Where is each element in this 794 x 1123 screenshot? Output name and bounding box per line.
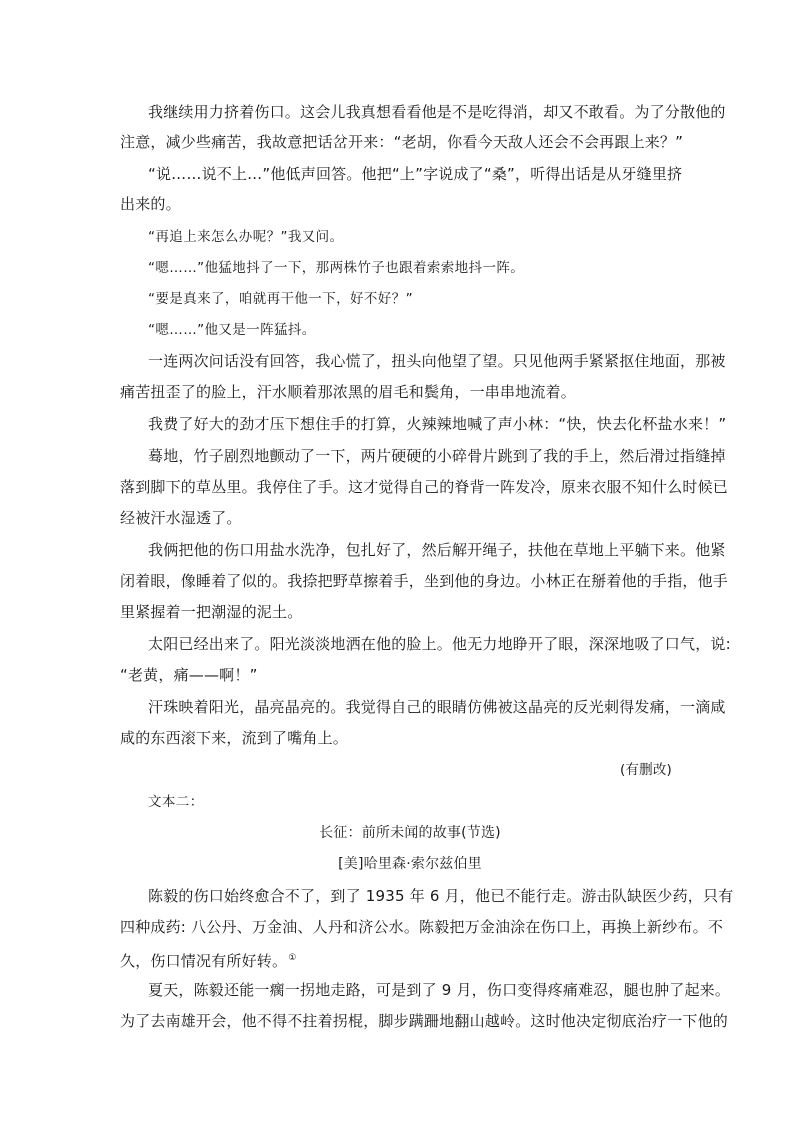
text1-para2-line2: 出来的。 [120,195,181,213]
text1-para9-line3: 经被汗水湿透了。 [120,509,242,527]
text1-para7-line1: 一连两次问话没有回答，我心慌了，扭头向他望了望。只见他两手紧紧抠住地面，那被 [148,352,726,370]
footnote-marker: ① [288,953,297,963]
text2-para1-line3-text: 久，伤口情况有所好转。 [120,952,288,970]
text1-para5: “要是真来了，咱就再干他一下，好不好？” [148,291,413,307]
text1-para9-line1: 蓦地，竹子剧烈地颤动了一下，两片硬硬的小碎骨片跳到了我的手上，然后滑过指缝掉 [148,447,726,465]
text2-para2-line2: 为了去南雄开会，他不得不拄着拐棍，脚步蹒跚地翻山越岭。这时他决定彻底治疗一下他的 [120,1012,729,1030]
text1-para1-line2: 注意，减少些痛苦，我故意把话岔开来：“老胡，你看今天敌人还会不会再跟上来？” [120,133,684,151]
text1-para3: “再追上来怎么办呢？”我又问。 [148,229,344,245]
text2-para2-line1: 夏天，陈毅还能一瘸一拐地走路，可是到了 9 月，伤口变得疼痛难忍，腿也肿了起来。 [148,981,731,999]
text1-para11-line1: 太阳已经出来了。阳光淡淡地洒在他的脸上。他无力地睁开了眼，深深地吸了口气，说: [148,635,731,653]
text2-title: 长征：前所未闻的故事(节选) [319,825,501,841]
text1-para6: “嗯……”他又是一阵猛抖。 [148,322,316,338]
text2-para1-line1: 陈毅的伤口始终愈合不了，到了 1935 年 6 月，他已不能行走。游击队缺医少药，只有 [148,887,734,905]
text1-para12-line1: 汗珠映着阳光，晶亮晶亮的。我觉得自己的眼睛仿佛被这晶亮的反光刺得发痛，一滴咸 [148,698,726,716]
text2-para1-line3 [120,948,700,971]
text1-para10-line2: 闭着眼，像睡着了似的。我捺把野草擦着手，坐到他的身边。小林正在掰着他的手指，他手 [120,572,729,590]
text1-para9-line2: 落到脚下的草丛里。我停住了手。这才觉得自己的脊背一阵发冷，原来衣服不知什么时候已 [120,478,729,496]
text1-para4: “嗯……”他猛地抖了一下，那两株竹子也跟着索索地抖一阵。 [148,260,525,276]
text2-label: 文本二： [148,794,204,810]
text2-para1-line2: 四种成药: 八公丹、万金油、人丹和济公水。陈毅把万金油涂在伤口上，再换上新纱布。不 [120,918,724,936]
text1-para2-line1: “说……说不上…”他低声回答。他把“上”字说成了“桑”，听得出话是从牙缝里挤 [148,165,683,183]
text2-author: [美]哈里森·索尔兹伯里 [338,856,482,872]
text1-para12-line2: 咸的东西滚下来，流到了嘴角上。 [120,729,349,747]
text1-para1-line1: 我继续用力挤着伤口。这会儿我真想看看他是不是吃得消，却又不敢看。为了分散他的 [148,103,726,121]
text1-para7-line2: 痛苦扭歪了的脸上，汗水顺着那浓黑的眉毛和鬓角，一串串地流着。 [120,383,577,401]
text1-para10-line1: 我俩把他的伤口用盐水洗净，包扎好了，然后解开绳子，扶他在草地上平躺下来。他紧 [148,541,726,559]
abridged-note: (有删改) [619,762,672,778]
text1-para11-line2: “老黄，痛——啊！” [120,666,258,684]
text1-para8: 我费了好大的劲才压下想住手的打算，火辣辣地喊了声小林：“快，快去化杯盐水来！” [148,415,727,433]
text1-para10-line3: 里紧握着一把潮湿的泥土。 [120,603,303,621]
